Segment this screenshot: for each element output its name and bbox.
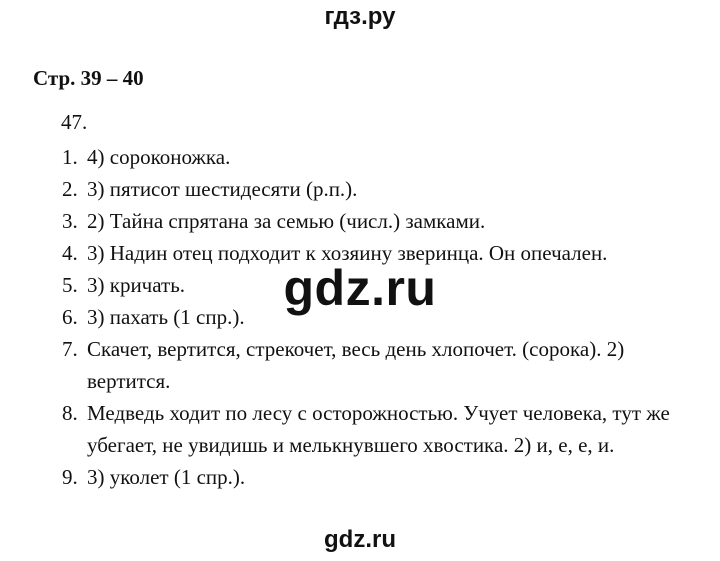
answer-number: 3. <box>62 209 78 233</box>
exercise-number: 47. <box>61 110 88 134</box>
answer-number: 9. <box>62 465 78 489</box>
answer-text: 3) кричать. <box>87 273 186 297</box>
answer-text: Медведь ходит по лесу с осторожностью. Учует человека, тут же убегает, не увидишь и мелькнувшего хвостика. 2) и, е, е, и. <box>87 401 670 457</box>
answer-number: 7. <box>62 337 78 361</box>
answer-number: 8. <box>62 401 78 425</box>
answer-text: 3) пахать (1 спр.). <box>87 305 245 329</box>
answer-number: 4. <box>62 241 78 265</box>
watermark-logo: gdz.ru <box>283 260 437 316</box>
answer-text: 3) Надин отец подходит к хозяину зверинца. Он опечален. <box>87 241 608 265</box>
answer-text: 3) пятисот шестидесяти (р.п.). <box>87 177 358 201</box>
page-range-heading: Стр. 39 – 40 <box>33 66 144 90</box>
answer-text: 3) уколет (1 спр.). <box>87 465 246 489</box>
answer-item-7 <box>0 333 687 397</box>
site-footer-logo: gdz.ru <box>324 526 396 553</box>
answer-number: 1. <box>62 145 78 169</box>
answer-number: 2. <box>62 177 78 201</box>
answer-item-9 <box>0 461 687 493</box>
answer-text: 4) сороконожка. <box>87 145 231 169</box>
answer-item-8 <box>0 397 687 461</box>
answer-item-1 <box>0 141 687 173</box>
answer-item-3 <box>0 205 687 237</box>
answer-text: Скачет, вертится, стрекочет, весь день хлопочет. (сорока). 2) вертится. <box>87 337 625 393</box>
answer-text: 2) Тайна спрятана за семью (числ.) замками. <box>87 209 486 233</box>
answer-number: 5. <box>62 273 78 297</box>
site-header-logo: гдз.ру <box>324 3 396 30</box>
answer-number: 6. <box>62 305 78 329</box>
answer-item-2 <box>0 173 687 205</box>
